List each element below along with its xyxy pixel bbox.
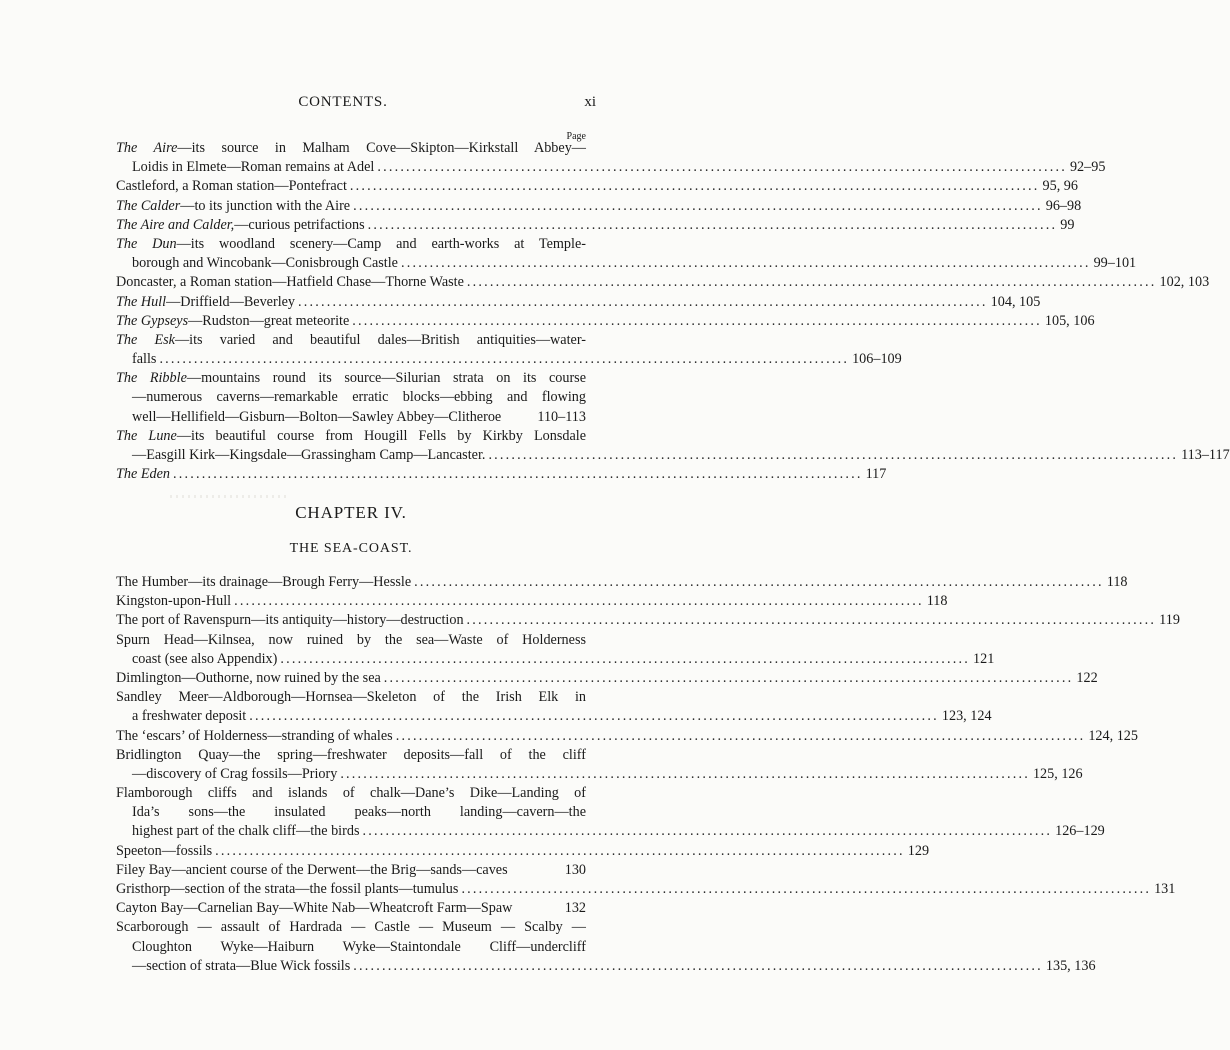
toc-line bbox=[116, 784, 586, 803]
toc-line-text bbox=[116, 369, 586, 388]
dot-leader: ........................................................................................................................ bbox=[215, 842, 905, 859]
toc-entry bbox=[116, 177, 1078, 196]
toc-description: Filey Bay—ancient course of the Derwent—the Brig—sands—caves bbox=[116, 861, 508, 878]
dot-leader: ........................................................................................................................ bbox=[466, 612, 1157, 629]
dot-leader: ........................................................................................................................ bbox=[349, 178, 1040, 195]
toc-description: —its varied and beautiful dales—British antiquities—water- bbox=[174, 331, 586, 348]
toc-line bbox=[116, 592, 948, 611]
dot-leader: ........................................................................................................................ bbox=[383, 669, 1074, 686]
toc-description: —to its junction with the Aire bbox=[180, 197, 351, 214]
toc-description: —its beautiful course from Hougill Fells by Kirkby Lonsdale bbox=[176, 427, 587, 444]
toc-line-text bbox=[132, 803, 586, 822]
toc-description: The Humber—its drainage—Brough Ferry—Hessle bbox=[116, 574, 412, 590]
toc-line-text bbox=[132, 822, 359, 841]
toc-page-ref: 118 bbox=[926, 593, 948, 610]
toc-description: well—Hellifield—Gisburn—Bolton—Sawley Abbey—Clitheroe bbox=[132, 408, 502, 425]
toc-line bbox=[116, 611, 1180, 630]
toc-line-text bbox=[132, 765, 337, 784]
toc-line bbox=[116, 707, 992, 726]
toc-line bbox=[116, 803, 586, 822]
toc-entry bbox=[116, 918, 1096, 976]
toc-page-ref: 132 bbox=[564, 900, 586, 917]
toc-page-ref: 117 bbox=[865, 466, 887, 483]
dot-leader: ........................................................................................................................ bbox=[362, 823, 1053, 840]
dot-leader: ........................................................................................................................ bbox=[249, 708, 939, 725]
toc-section-sea-coast bbox=[116, 573, 1180, 976]
toc-description: Loidis in Elmete—Roman remains at Adel bbox=[132, 159, 375, 176]
toc-description: —Driffield—Beverley bbox=[166, 293, 296, 310]
toc-description: a freshwater deposit bbox=[132, 708, 247, 725]
toc-description: —Easgill Kirk—Kingsdale—Grassingham Camp—Lancaster. bbox=[132, 447, 486, 463]
toc-line bbox=[116, 388, 586, 407]
toc-entry bbox=[116, 727, 1138, 746]
dot-leader: ........................................................................................................................ bbox=[367, 216, 1058, 233]
toc-description: Speeton—fossils bbox=[116, 842, 213, 859]
toc-page-ref: 104, 105 bbox=[990, 293, 1041, 310]
toc-entry bbox=[116, 235, 1137, 273]
dot-leader: ........................................................................................................................ bbox=[234, 593, 924, 610]
toc-line bbox=[116, 408, 586, 427]
toc-line bbox=[116, 899, 586, 918]
toc-page-ref: 126–129 bbox=[1055, 823, 1105, 840]
toc-line bbox=[116, 669, 1098, 688]
toc-line bbox=[116, 918, 586, 937]
toc-description: Ida’s sons—the insulated peaks—north landing—cavern—the bbox=[132, 804, 586, 821]
toc-line-text bbox=[116, 197, 350, 216]
toc-description: —discovery of Crag fossils—Priory bbox=[132, 765, 338, 782]
toc-page-ref: 118 bbox=[1106, 574, 1128, 590]
toc-line bbox=[116, 765, 1083, 784]
toc-page-ref: 110–113 bbox=[537, 408, 586, 425]
page-column-label: Page bbox=[566, 131, 586, 142]
toc-line-text bbox=[132, 938, 586, 957]
toc-description: Castleford, a Roman station—Pontefract bbox=[116, 178, 347, 195]
toc-subject: The Ribble bbox=[116, 370, 187, 387]
toc-line bbox=[116, 938, 586, 957]
toc-line bbox=[116, 688, 586, 707]
toc-line bbox=[116, 446, 1230, 465]
dot-leader: ........................................................................................................................ bbox=[340, 765, 1030, 782]
toc-line-text bbox=[132, 254, 398, 273]
toc-subject: The Gypseys bbox=[116, 312, 189, 329]
toc-entry bbox=[116, 746, 1083, 784]
toc-line bbox=[116, 177, 1078, 196]
toc-line-text bbox=[116, 273, 464, 292]
dot-leader: ........................................................................................................................ bbox=[400, 255, 1091, 272]
toc-entry bbox=[116, 465, 887, 484]
toc-entry bbox=[116, 611, 1180, 630]
dot-leader: ........................................................................................................................ bbox=[461, 881, 1152, 897]
chapter-title: CHAPTER IV. bbox=[295, 503, 407, 522]
toc-page-ref: 124, 125 bbox=[1088, 727, 1138, 744]
toc-line-text bbox=[132, 388, 586, 407]
dot-leader: ........................................................................................................................ bbox=[159, 351, 850, 368]
toc-description: Sandley Meer—Aldborough—Hornsea—Skeleton of the Irish Elk in bbox=[116, 689, 586, 706]
toc-line bbox=[116, 861, 586, 880]
toc-line-text bbox=[116, 592, 231, 611]
toc-line-text bbox=[116, 331, 586, 350]
print-smudge bbox=[170, 495, 290, 498]
toc-description: Kingston-upon-Hull bbox=[116, 593, 232, 610]
toc-line-text bbox=[116, 573, 411, 592]
toc-line bbox=[116, 273, 1210, 292]
dot-leader: ........................................................................................................................ bbox=[172, 466, 863, 483]
toc-description: —curious petrifactions bbox=[234, 216, 365, 233]
toc-description: Dimlington—Outhorne, now ruined by the sea bbox=[116, 669, 381, 686]
dot-leader: ........................................................................................................................ bbox=[414, 574, 1104, 590]
toc-line-text bbox=[132, 446, 485, 465]
toc-description: —mountains round its source—Silurian strata on its course bbox=[186, 370, 586, 387]
toc-line bbox=[116, 331, 586, 350]
toc-subject: The Calder bbox=[116, 197, 181, 214]
toc-entry bbox=[116, 139, 1106, 177]
toc-description: Gristhorp—section of the strata—the fossil plants—tumulus bbox=[116, 881, 459, 897]
toc-description: falls bbox=[132, 351, 157, 368]
toc-line-text bbox=[116, 631, 586, 650]
toc-line bbox=[116, 216, 1075, 235]
toc-subject: The Eden bbox=[116, 466, 170, 483]
toc-subject: The Aire and Calder, bbox=[116, 216, 235, 233]
toc-line-text bbox=[116, 880, 458, 899]
toc-page-ref: 119 bbox=[1159, 612, 1180, 629]
toc-line bbox=[116, 842, 930, 861]
toc-line bbox=[116, 139, 586, 158]
toc-entry bbox=[116, 861, 586, 880]
toc-subject: The Esk bbox=[116, 331, 175, 348]
toc-entry bbox=[116, 216, 1075, 235]
toc-page-ref: 105, 106 bbox=[1044, 312, 1095, 329]
toc-line-text bbox=[116, 465, 170, 484]
toc-entry bbox=[116, 312, 1095, 331]
toc-page-ref: 122 bbox=[1076, 669, 1098, 686]
toc-line-text bbox=[132, 650, 277, 669]
toc-subject: The Aire bbox=[116, 140, 178, 156]
toc-description: Spurn Head—Kilnsea, now ruined by the sea—Waste of Holderness bbox=[116, 631, 586, 648]
toc-page-ref: 125, 126 bbox=[1032, 765, 1083, 782]
toc-page-ref: 131 bbox=[1154, 881, 1176, 897]
toc-line bbox=[116, 465, 887, 484]
toc-line bbox=[116, 727, 1138, 746]
toc-entry bbox=[116, 899, 586, 918]
toc-entry bbox=[116, 592, 948, 611]
toc-subject: The Dun bbox=[116, 235, 177, 252]
dot-leader: ........................................................................................................................ bbox=[280, 650, 971, 667]
toc-entry bbox=[116, 369, 586, 427]
dot-leader: ........................................................................................................................ bbox=[377, 159, 1067, 176]
toc-description: —its source in Malham Cove—Skipton—Kirkstall Abbey— bbox=[177, 140, 586, 156]
toc-description: The ‘escars’ of Holderness—stranding of whales bbox=[116, 727, 393, 744]
toc-line-text bbox=[116, 727, 393, 746]
toc-line-text bbox=[132, 707, 246, 726]
dot-leader: ........................................................................................................................ bbox=[488, 447, 1179, 463]
toc-line-text bbox=[116, 312, 349, 331]
toc-line-text bbox=[132, 957, 350, 976]
toc-entry bbox=[116, 880, 1176, 899]
dot-leader: ........................................................................................................................ bbox=[466, 274, 1157, 291]
toc-line bbox=[116, 158, 1106, 177]
toc-entry bbox=[116, 669, 1098, 688]
toc-description: —its woodland scenery—Camp and earth-works at Temple- bbox=[176, 235, 586, 252]
toc-line-text bbox=[116, 235, 586, 254]
toc-line bbox=[116, 235, 586, 254]
toc-line-text bbox=[116, 216, 365, 235]
page-number: xi bbox=[584, 94, 596, 110]
toc-page-ref: 129 bbox=[907, 842, 930, 859]
toc-page-ref: 96–98 bbox=[1045, 197, 1082, 214]
toc-description: Scarborough — assault of Hardrada — Castle — Museum — Scalby — bbox=[116, 919, 586, 936]
toc-entry bbox=[116, 573, 1128, 592]
toc-line bbox=[116, 573, 1128, 592]
toc-description: borough and Wincobank—Conisbrough Castle bbox=[132, 255, 398, 272]
toc-line bbox=[116, 254, 1137, 273]
toc-page-ref: 106–109 bbox=[852, 351, 902, 368]
toc-page-ref: 130 bbox=[564, 861, 586, 878]
toc-page-ref: 123, 124 bbox=[941, 708, 992, 725]
toc-description: —numerous caverns—remarkable erratic blocks—ebbing and flowing bbox=[132, 389, 586, 406]
toc-description: Cayton Bay—Carnelian Bay—White Nab—Wheatcroft Farm—Spaw bbox=[116, 900, 513, 917]
toc-page-ref: 113–117 bbox=[1181, 447, 1230, 463]
toc-entry bbox=[116, 331, 902, 369]
toc-line-text bbox=[132, 408, 501, 427]
toc-line-text bbox=[116, 746, 586, 765]
toc-page-ref: 92–95 bbox=[1069, 159, 1106, 176]
toc-line bbox=[116, 197, 1082, 216]
toc-line bbox=[116, 957, 1096, 976]
dot-leader: ........................................................................................................................ bbox=[395, 727, 1086, 744]
toc-line-text bbox=[116, 688, 586, 707]
toc-description: highest part of the chalk cliff—the birds bbox=[132, 823, 360, 840]
toc-description: Doncaster, a Roman station—Hatfield Chase—Thorne Waste bbox=[116, 274, 464, 291]
toc-entry bbox=[116, 197, 1082, 216]
dot-leader: ........................................................................................................................ bbox=[353, 957, 1043, 974]
toc-entry bbox=[116, 688, 992, 726]
toc-line bbox=[116, 427, 586, 446]
toc-line bbox=[116, 631, 586, 650]
toc-line-text bbox=[116, 899, 512, 918]
toc-line bbox=[116, 369, 586, 388]
toc-line bbox=[116, 746, 586, 765]
toc-line bbox=[116, 650, 995, 669]
toc-page-ref: 99–101 bbox=[1093, 255, 1137, 272]
running-head-title: CONTENTS. bbox=[298, 94, 388, 110]
toc-description: Flamborough cliffs and islands of chalk—Dane’s Dike—Landing of bbox=[116, 785, 586, 802]
toc-line-text bbox=[116, 842, 212, 861]
toc-entry bbox=[116, 427, 1230, 465]
toc-page-ref: 99 bbox=[1060, 216, 1075, 233]
toc-page-ref: 135, 136 bbox=[1045, 957, 1096, 974]
toc-description: Bridlington Quay—the spring—freshwater deposits—fall of the cliff bbox=[116, 746, 586, 763]
toc-line-text bbox=[116, 427, 586, 446]
toc-entry bbox=[116, 631, 995, 669]
dot-leader: ........................................................................................................................ bbox=[298, 293, 988, 310]
chapter-subtitle: THE SEA-COAST. bbox=[289, 541, 413, 556]
toc-line bbox=[116, 880, 1176, 899]
toc-line bbox=[116, 312, 1095, 331]
toc-line bbox=[116, 822, 1105, 841]
toc-description: —Rudston—great meteorite bbox=[188, 312, 350, 329]
toc-page-ref: 95, 96 bbox=[1042, 178, 1078, 195]
toc-line-text bbox=[116, 918, 586, 937]
toc-entry bbox=[116, 784, 1105, 842]
toc-section-rivers bbox=[116, 139, 1230, 484]
toc-line-text bbox=[116, 861, 508, 880]
toc-line-text bbox=[116, 177, 347, 196]
toc-description: —section of strata—Blue Wick fossils bbox=[132, 957, 351, 974]
toc-page-ref: 102, 103 bbox=[1159, 274, 1210, 291]
toc-line-text bbox=[116, 784, 586, 803]
toc-line-text bbox=[132, 158, 374, 177]
toc-line bbox=[116, 293, 1041, 312]
toc-subject: The Hull bbox=[116, 293, 167, 310]
toc-description: The port of Ravenspurn—its antiquity—history—destruction bbox=[116, 612, 464, 629]
dot-leader: ........................................................................................................................ bbox=[352, 312, 1042, 329]
toc-line bbox=[116, 350, 902, 369]
toc-line-text bbox=[132, 350, 156, 369]
toc-description: Cloughton Wyke—Haiburn Wyke—Staintondale Cliff—undercliff bbox=[132, 938, 586, 955]
toc-line-text bbox=[116, 611, 464, 630]
toc-line-text bbox=[116, 293, 295, 312]
toc-subject: The Lune bbox=[116, 427, 177, 444]
toc-line-text bbox=[116, 139, 586, 158]
dot-leader: ........................................................................................................................ bbox=[353, 197, 1043, 214]
toc-entry bbox=[116, 293, 1041, 312]
toc-description: coast (see also Appendix) bbox=[132, 650, 278, 667]
toc-entry bbox=[116, 842, 930, 861]
toc-page-ref: 121 bbox=[973, 650, 995, 667]
toc-entry bbox=[116, 273, 1210, 292]
toc-line-text bbox=[116, 669, 381, 688]
